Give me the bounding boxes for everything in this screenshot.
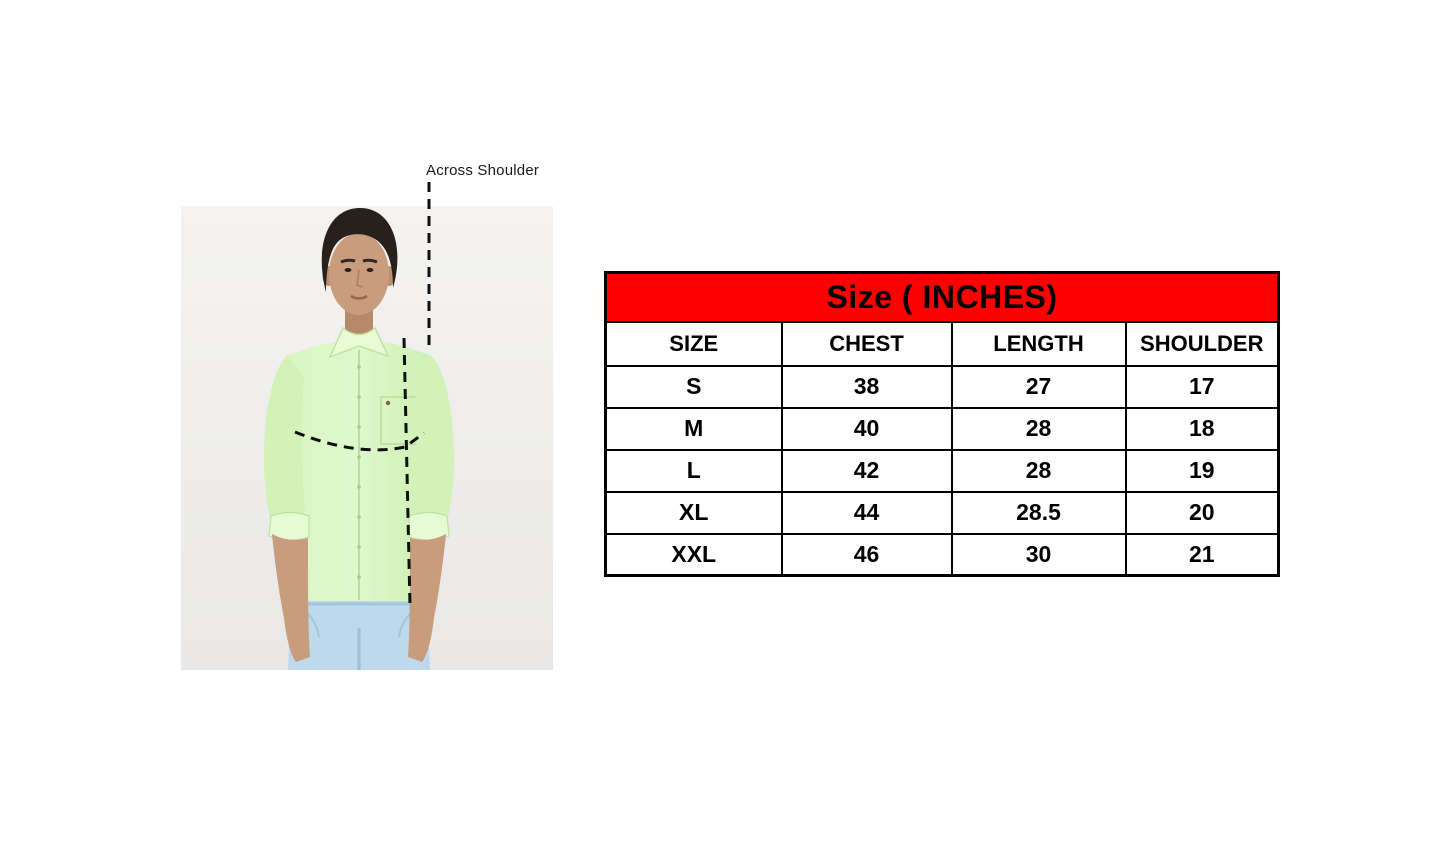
cell-shoulder: 17 xyxy=(1126,366,1279,408)
across-shoulder-label: Across Shoulder xyxy=(426,162,540,179)
size-chart-title: Size ( INCHES) xyxy=(606,273,1279,322)
table-row-m xyxy=(606,408,1279,450)
cell-size: L xyxy=(606,450,782,492)
cell-chest: 40 xyxy=(782,408,952,450)
cell-size: M xyxy=(606,408,782,450)
size-chart-table xyxy=(604,271,1280,577)
column-header-size: SIZE xyxy=(606,322,782,366)
table-row-s xyxy=(606,366,1279,408)
cell-length: 28 xyxy=(952,408,1126,450)
table-row-xl xyxy=(606,492,1279,534)
cell-length: 28.5 xyxy=(952,492,1126,534)
cell-shoulder: 19 xyxy=(1126,450,1279,492)
cell-shoulder: 20 xyxy=(1126,492,1279,534)
cell-chest: 46 xyxy=(782,534,952,576)
cell-length: 28 xyxy=(952,450,1126,492)
cell-chest: 44 xyxy=(782,492,952,534)
table-header-row xyxy=(606,322,1279,366)
table-row-l xyxy=(606,450,1279,492)
size-guide-figure xyxy=(160,160,560,675)
column-header-chest: CHEST xyxy=(782,322,952,366)
cell-shoulder: 21 xyxy=(1126,534,1279,576)
table-title-row xyxy=(606,273,1279,322)
cell-chest: 38 xyxy=(782,366,952,408)
cell-chest: 42 xyxy=(782,450,952,492)
cell-length: 27 xyxy=(952,366,1126,408)
column-header-shoulder: SHOULDER xyxy=(1126,322,1279,366)
cell-length: 30 xyxy=(952,534,1126,576)
cell-size: XL xyxy=(606,492,782,534)
table-row-xxl xyxy=(606,534,1279,576)
jeans xyxy=(288,598,430,670)
column-header-length: LENGTH xyxy=(952,322,1126,366)
cell-size: S xyxy=(606,366,782,408)
cell-shoulder: 18 xyxy=(1126,408,1279,450)
cell-size: XXL xyxy=(606,534,782,576)
product-photo xyxy=(160,160,560,675)
